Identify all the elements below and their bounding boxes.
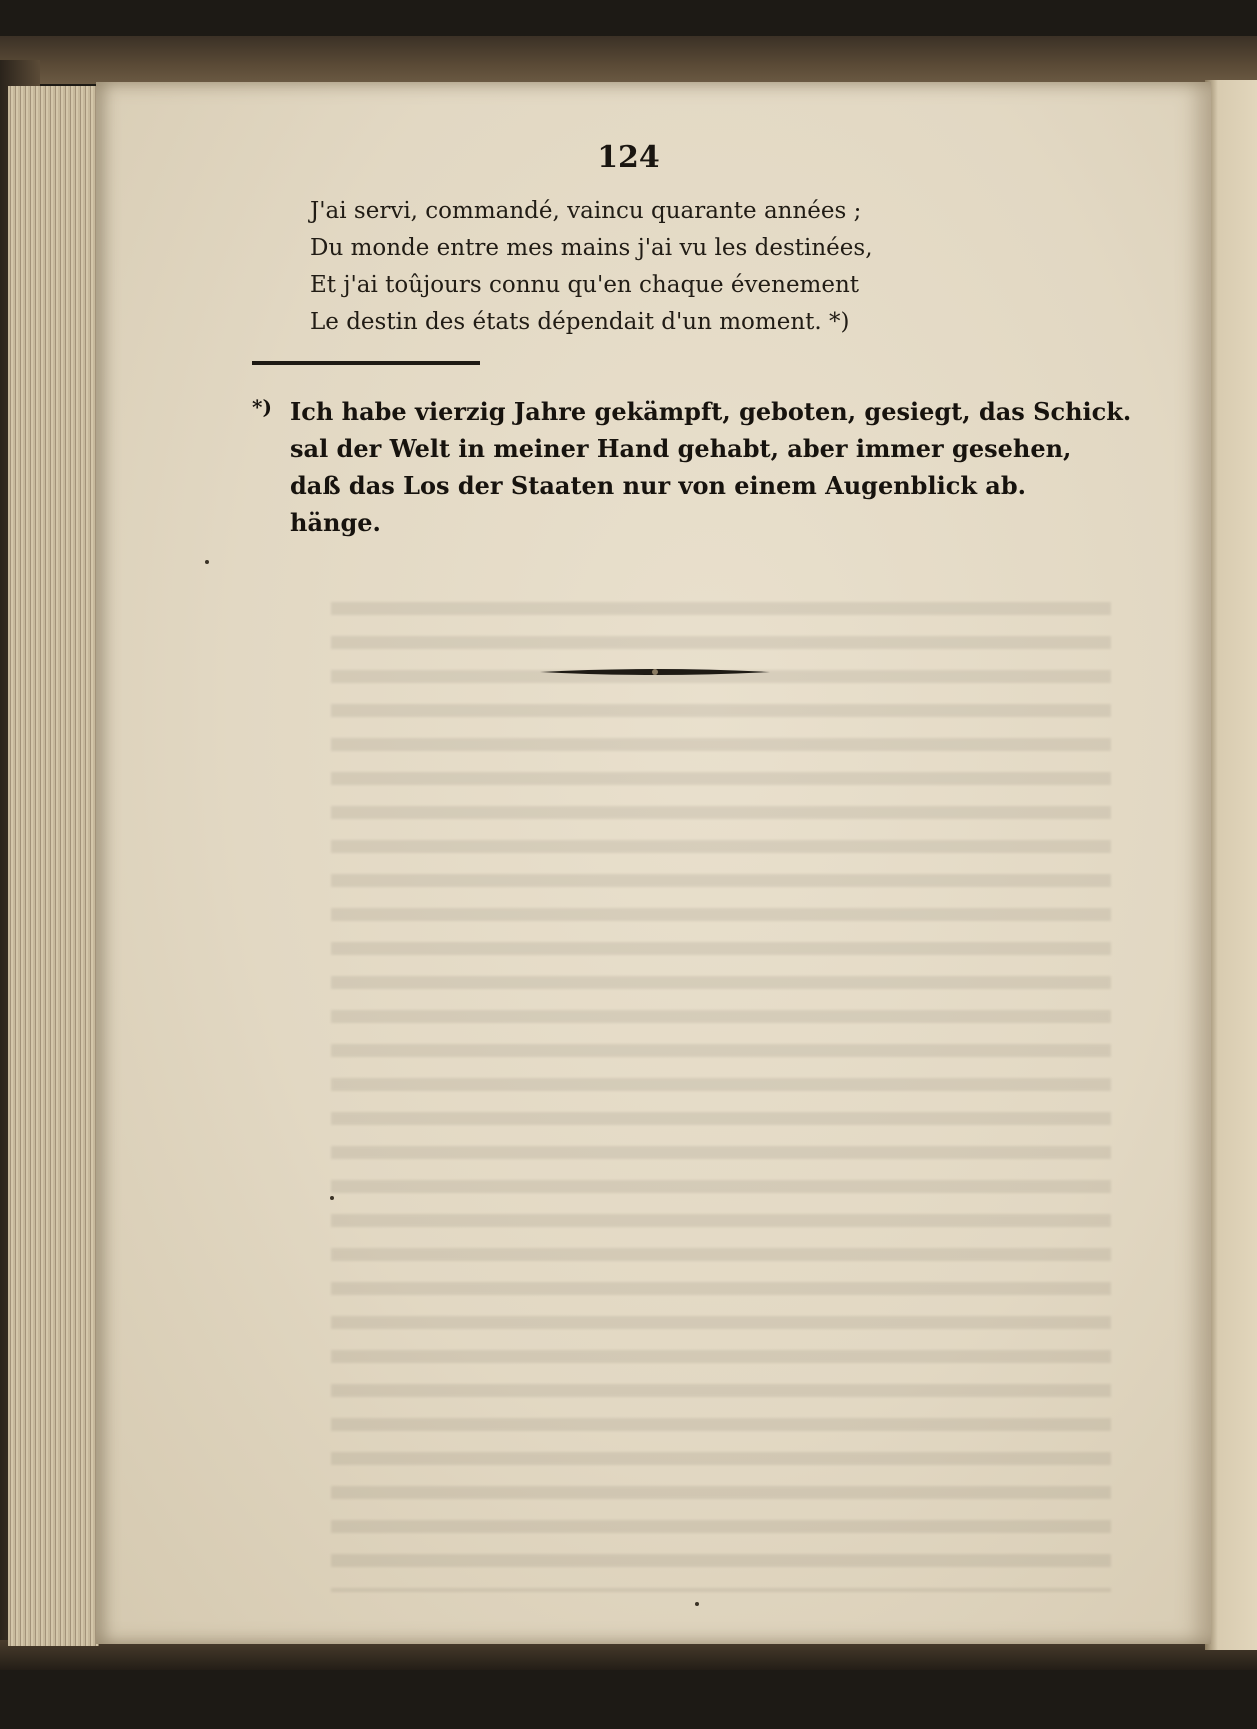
end-ornament — [540, 665, 770, 679]
ink-speck — [205, 560, 209, 564]
ink-speck — [695, 1602, 699, 1606]
footnote — [252, 393, 1132, 541]
footnote-rule — [252, 361, 480, 365]
french-verse — [310, 193, 990, 341]
bleed-through-text — [331, 602, 1111, 1592]
footnote-line: sal der Welt in meiner Hand gehabt, aber immer gesehen, — [290, 434, 1072, 463]
verse-line: Et j'ai toûjours connu qu'en chaque évenement — [310, 272, 860, 298]
footnote-line: Ich habe vierzig Jahre gekämpft, geboten, gesiegt, das Schick. — [290, 397, 1132, 426]
footnote-marker: *) — [252, 395, 272, 419]
ink-speck — [330, 1196, 334, 1200]
page-number: 124 — [597, 140, 660, 175]
book-cover-bottom — [0, 1640, 1257, 1670]
facing-page-edge — [1205, 80, 1257, 1650]
verse-line: Le destin des états dépendait d'un moment. *) — [310, 309, 850, 335]
book-cover-top — [0, 36, 1257, 84]
verse-line: J'ai servi, commandé, vaincu quarante années ; — [310, 198, 862, 224]
footnote-line: daß das Los der Staaten nur von einem Augenblick ab. — [290, 471, 1026, 500]
page-edges — [8, 86, 99, 1646]
footnote-line: hänge. — [290, 508, 381, 537]
verse-line: Du monde entre mes mains j'ai vu les destinées, — [310, 235, 873, 261]
